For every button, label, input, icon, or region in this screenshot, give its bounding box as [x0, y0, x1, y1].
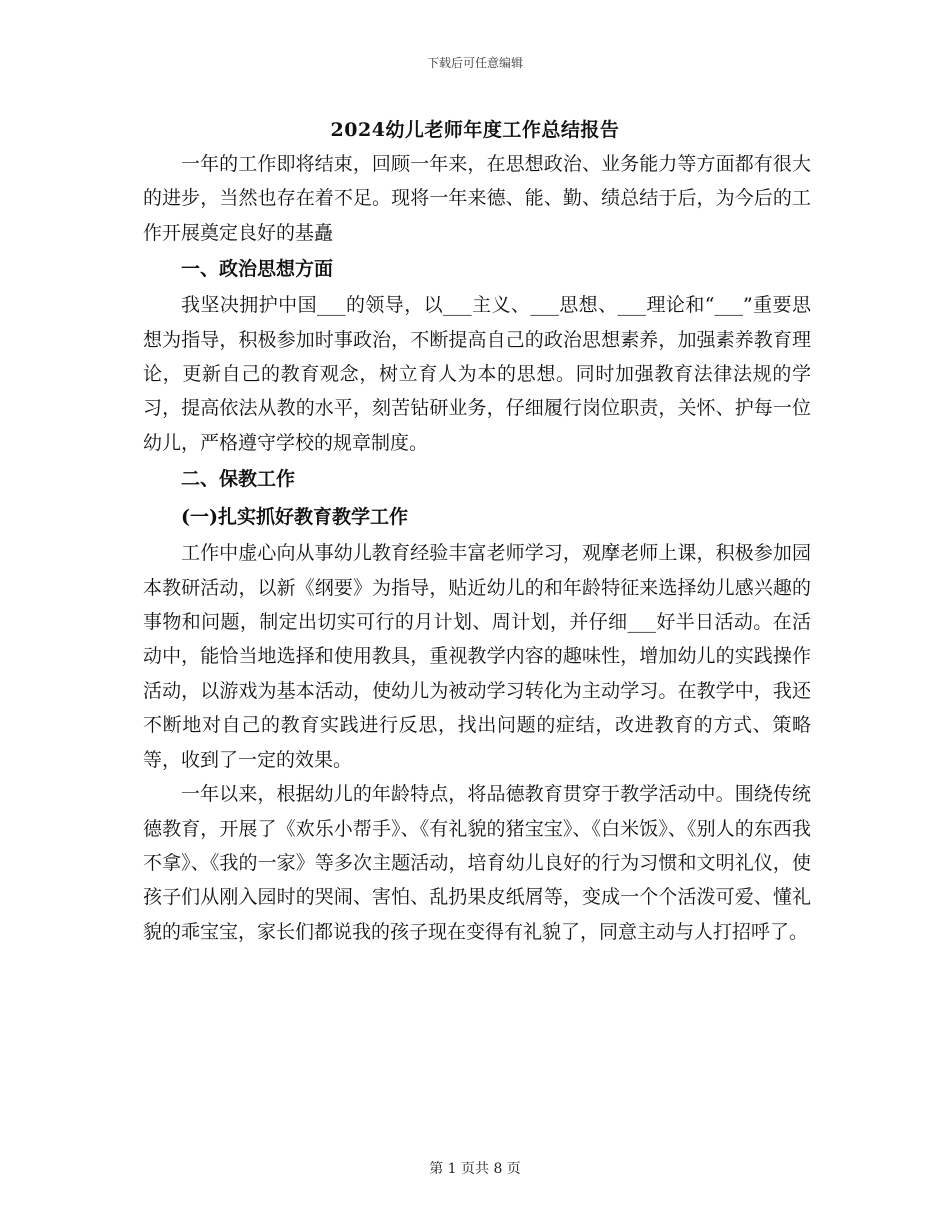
politics-paragraph: 我坚决拥护中国___的领导，以___主义、___思想、___理论和“___”重要思想为指导，积极参加时事政治，不断提高自己的政治思想素养，加强素养教育理论，更新自己的教育观念，树立育人为本的思想。同时加强教育法律法规的学习，提高依法从教的水平，刻苦钻研业务，仔细履行岗位职责，关怀、护每一位幼儿，严格遵守学校的规章制度。 [143, 294, 811, 454]
section-heading-politics: 一、政治思想方面 [181, 258, 334, 281]
intro-paragraph: 一年的工作即将结束，回顾一年来，在思想政治、业务能力等方面都有很大的进步，当然也存在着不足。现将一年来德、能、勤、绩总结于后，为今后的工作开展奠定良好的基矗 [143, 153, 811, 244]
document-body [143, 147, 811, 949]
teaching-paragraph: 工作中虚心向从事幼儿教育经验丰富老师学习，观摩老师上课，积极参加园本教研活动，以新《纲要》为指导，贴近幼儿的和年龄特征来选择幼儿感兴趣的事物和问题，制定出切实可行的月计划、周计划，并仔细___好半日活动。在活动中，能恰当地选择和使用教具，重视教学内容的趣味性，增加幼儿的实践操作活动，以游戏为基本活动，使幼儿为被动学习转化为主动学习。在教学中，我还不断地对自己的教育实践进行反思，找出问题的症结，改进教育的方式、策略等，收到了一定的效果。 [143, 542, 811, 771]
header-note: 下载后可任意编辑 [426, 56, 523, 70]
document-title: 2024幼儿老师年度工作总结报告 [330, 119, 620, 141]
moral-education-paragraph: 一年以来，根据幼儿的年龄特点，将品德教育贯穿于教学活动中。围绕传统德教育，开展了《欢乐小帮手》、《有礼貌的猪宝宝》、《白米饭》、《别人的东西我不拿》、《我的一家》等多次主题活动，培育幼儿良好的行为习惯和文明礼仪，使孩子们从刚入园时的哭闹、害怕、乱扔果皮纸屑等，变成一个个活泼可爱、懂礼貌的乖宝宝，家长们都说我的孩子现在变得有礼貌了，同意主动与人打招呼了。 [143, 783, 811, 943]
subsection-heading-teaching-work: (一)扎实抓好教育教学工作 [181, 506, 408, 529]
section-heading-teaching: 二、保教工作 [181, 468, 296, 491]
page-number: 第 1 页共 8 页 [429, 1161, 521, 1177]
